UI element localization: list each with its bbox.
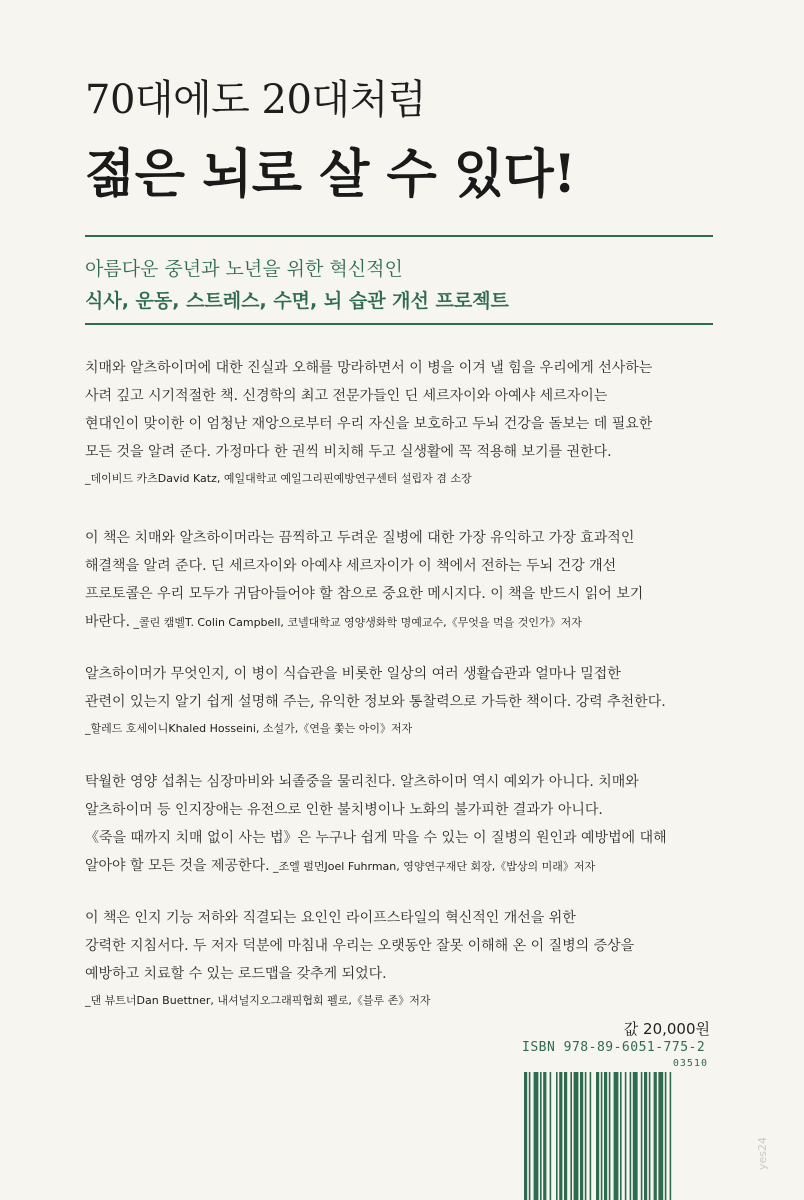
subtitle-line-1: 아름다운 중년과 노년을 위한 혁신적인: [85, 258, 403, 280]
barcode-bar: [564, 1072, 567, 1200]
endorsement-attribution: _조엘 펄먼Joel Fuhrman, 영양연구재단 회장,《밥상의 미래》저자: [269, 860, 596, 873]
barcode-bar: [529, 1072, 531, 1200]
barcode-bar: [585, 1072, 587, 1200]
endorsement-line: [85, 852, 725, 880]
barcode-bar: [596, 1072, 599, 1200]
barcode-bar: [550, 1072, 552, 1200]
price-label: 값 20,000원: [623, 1020, 710, 1038]
endorsement-3: [85, 660, 725, 742]
barcode-bar: [601, 1072, 603, 1200]
endorsement-line: 모든 것을 알려 준다. 가정마다 한 권씩 비치해 두고 실생활에 꼭 적용해 보기를 권한다.: [85, 444, 612, 460]
barcode-bar: [654, 1072, 657, 1200]
barcode-bar: [590, 1072, 592, 1200]
watermark: yes24: [756, 1136, 769, 1170]
barcode-bar: [620, 1072, 622, 1200]
barcode-bar: [559, 1072, 562, 1200]
barcode-bar: [574, 1072, 579, 1200]
endorsement-attribution: _콜린 캠벨T. Colin Campbell, 코넬대학교 영양생화학 명예교수,《무엇을 먹을 것인가》저자: [130, 616, 582, 629]
endorsement-line: 알츠하이머 등 인지장애는 유전으로 인한 불치병이나 노화의 불가피한 결과가 아니다.: [85, 802, 603, 818]
barcode-bar: [609, 1072, 611, 1200]
barcode-bar: [534, 1072, 539, 1200]
barcode-bar: [543, 1072, 546, 1200]
barcode-bar: [665, 1072, 667, 1200]
endorsement-attribution: _할레드 호세이니Khaled Hosseini, 소설가,《연을 쫓는 아이》저자: [85, 722, 413, 735]
endorsement-line: 강력한 지침서다. 두 저자 덕분에 마침내 우리는 오랫동안 잘못 이해해 온 이 질병의 증상을: [85, 938, 635, 954]
endorsement-line: 프로토콜은 우리 모두가 귀담아들어야 할 참으로 중요한 메시지다. 이 책을 반드시 읽어 보기: [85, 586, 644, 602]
barcode-bar: [604, 1072, 607, 1200]
endorsement-line: 이 책은 치매와 알츠하이머라는 끔찍하고 두려운 질병에 대한 가장 유익하고 가장 효과적인: [85, 530, 635, 546]
endorsement-line: 사려 깊고 시기적절한 책. 신경학의 최고 전문가들인 딘 세르자이와 아예샤 세르자이는: [85, 388, 608, 404]
endorsement-last-line: 바란다.: [85, 614, 131, 630]
top-divider: [85, 235, 713, 237]
endorsement-5: [85, 904, 725, 1014]
isbn-number: ISBN 978-89-6051-775-2: [522, 1040, 706, 1055]
endorsement-attribution: _댄 뷰트너Dan Buettner, 내셔널지오그래픽협회 펠로,《블루 존》저자: [85, 994, 431, 1007]
barcode-bar: [625, 1072, 627, 1200]
endorsement-line: 알츠하이머가 무엇인지, 이 병이 식습관을 비롯한 일상의 여러 생활습관과 얼마나 밀접한: [85, 666, 621, 682]
barcode-bar: [670, 1072, 672, 1200]
barcode-bar: [641, 1072, 643, 1200]
endorsement-1: [85, 354, 725, 492]
subtitle-line-2: 식사, 운동, 스트레스, 수면, 뇌 습관 개선 프로젝트: [85, 290, 509, 312]
bottom-divider: [85, 323, 713, 325]
headline-line-1: 70대에도 20대처럼: [85, 77, 426, 123]
isbn-addon: 03510: [672, 1058, 708, 1069]
endorsement-line: 예방하고 치료할 수 있는 로드맵을 갖추게 되었다.: [85, 966, 387, 982]
endorsement-4: [85, 768, 725, 880]
endorsement-2: [85, 524, 725, 636]
endorsement-line: 《죽을 때까지 치매 없이 사는 법》은 누구나 쉽게 막을 수 있는 이 질병의 원인과 예방법에 대해: [85, 830, 667, 846]
endorsement-line: 탁월한 영양 섭취는 심장마비와 뇌졸중을 물리친다. 알츠하이머 역시 예외가 아니다. 치매와: [85, 774, 639, 790]
endorsement-line: 현대인이 맞이한 이 엄청난 재앙으로부터 우리 자신을 보호하고 두뇌 건강을 돌보는 데 필요한: [85, 416, 653, 432]
barcode-bar: [614, 1072, 619, 1200]
barcode-bar: [540, 1072, 542, 1200]
barcode-bar: [524, 1072, 527, 1200]
barcode-bar: [580, 1072, 583, 1200]
endorsement-line: 해결책을 알려 준다. 딘 세르자이와 아예샤 세르자이가 이 책에서 전하는 두뇌 건강 개선: [85, 558, 617, 574]
endorsement-line: [85, 608, 725, 636]
headline-line-2: 젊은 뇌로 살 수 있다!: [85, 144, 576, 205]
barcode: [522, 1038, 718, 1200]
barcode-bar: [570, 1072, 572, 1200]
endorsement-attribution: _데이비드 카츠David Katz, 예일대학교 예일그리핀예방연구센터 설립자 겸 소장: [85, 472, 472, 485]
barcode-bar: [658, 1072, 663, 1200]
endorsement-line: 치매와 알츠하이머에 대한 진실과 오해를 망라하면서 이 병을 이겨 낼 힘을 우리에게 선사하는: [85, 360, 653, 376]
barcode-bar: [556, 1072, 558, 1200]
barcode-bar: [644, 1072, 647, 1200]
endorsement-line: 관련이 있는지 알기 쉽게 설명해 주는, 유익한 정보와 통찰력으로 가득한 책이다. 강력 추천한다.: [85, 694, 666, 710]
endorsement-last-line: 알아야 할 모든 것을 제공한다.: [85, 858, 270, 874]
barcode-bar: [649, 1072, 651, 1200]
endorsement-line: 이 책은 인지 기능 저하와 직결되는 요인인 라이프스타일의 혁신적인 개선을 위한: [85, 910, 576, 926]
barcode-bars: [522, 1072, 718, 1200]
barcode-bar: [633, 1072, 638, 1200]
barcode-bar: [630, 1072, 632, 1200]
